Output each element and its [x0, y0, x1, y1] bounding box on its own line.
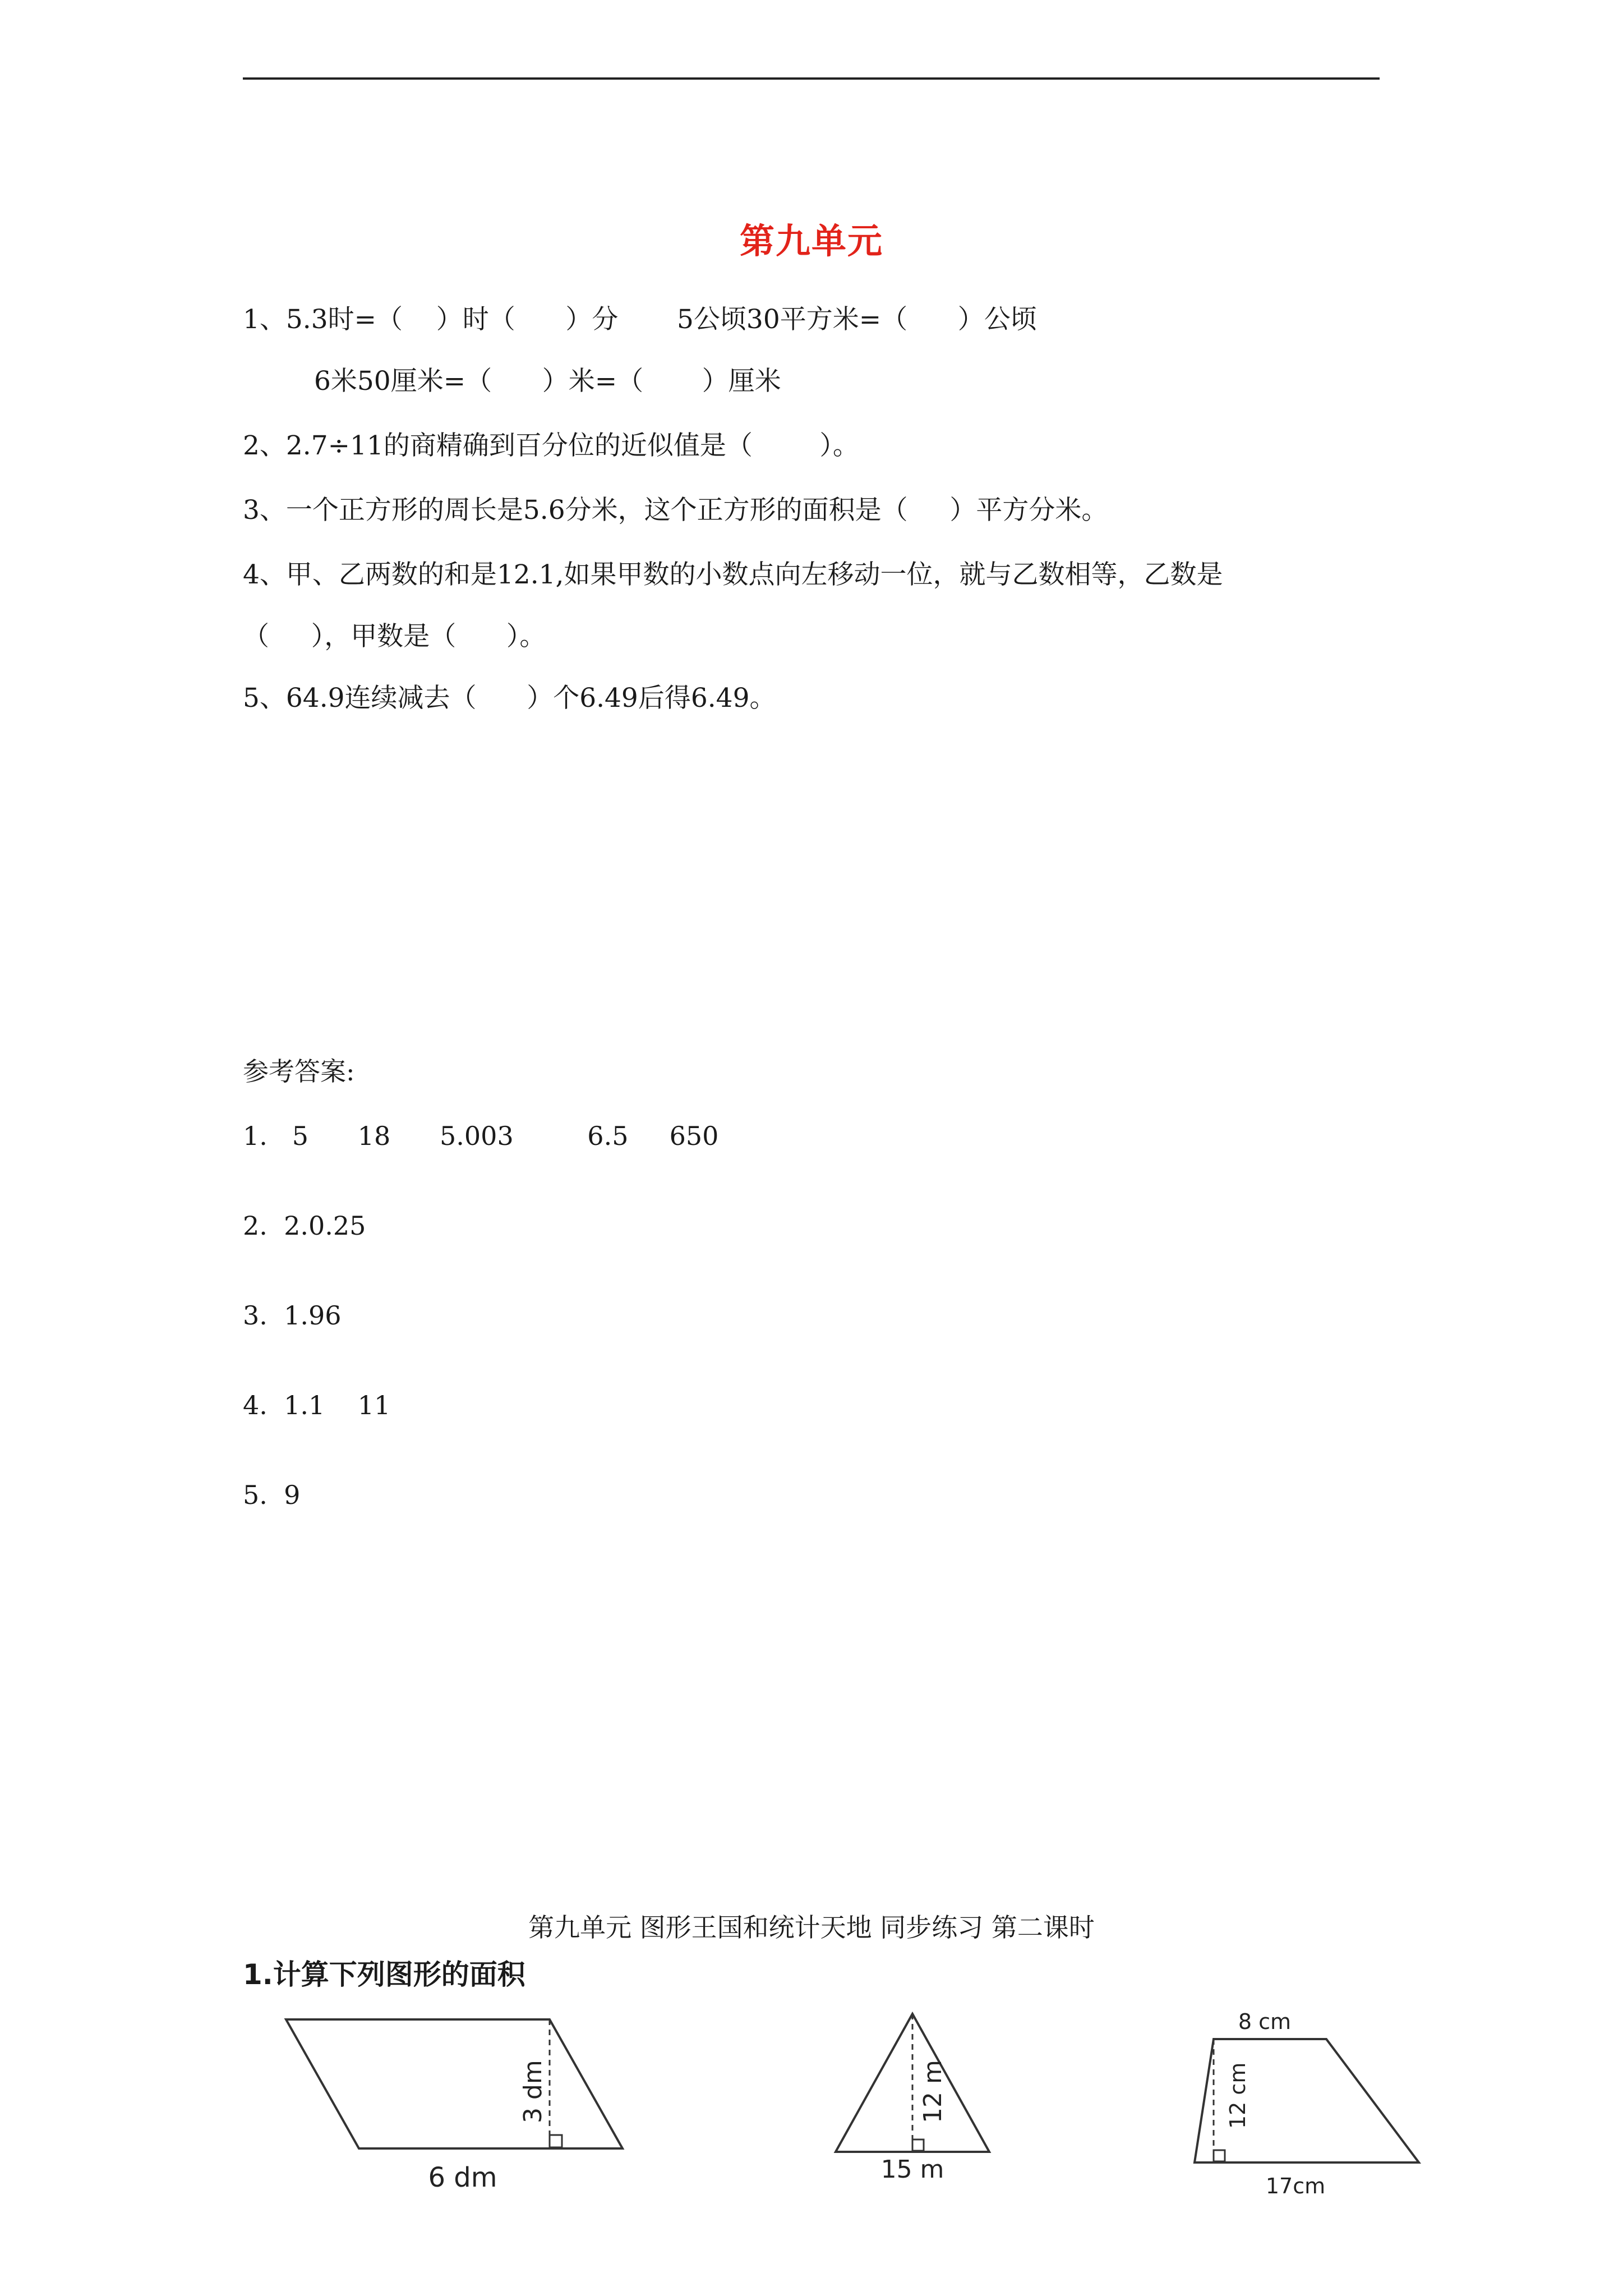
trapezoid-top-label: 8 cm: [1238, 2009, 1292, 2034]
question-4-line-2: （ ），甲数是（ ）。: [243, 621, 546, 652]
triangle-height-label: 12 m: [919, 2060, 947, 2123]
page-title: 第九单元: [739, 220, 883, 261]
answers-heading: 参考答案:: [243, 1056, 355, 1087]
answer-1: 1. 5 18 5.003 6.5 650: [243, 1121, 719, 1151]
triangle-figure: [830, 2008, 1009, 2193]
lesson-question-1: 1.计算下列图形的面积: [243, 1958, 525, 1991]
trapezoid-figure: [1189, 2011, 1436, 2202]
answer-5: 5. 9: [243, 1480, 301, 1510]
trapezoid-bottom-label: 17cm: [1265, 2174, 1326, 2198]
answer-2: 2. 2.0.25: [243, 1211, 366, 1241]
triangle-base-label: 15 m: [880, 2155, 944, 2184]
question-5: 5、64.9连续减去（ ）个6.49后得6.49。: [243, 683, 776, 714]
question-1-line-2: 6米50厘米=（ ）米=（ ）厘米: [314, 366, 781, 397]
parallelogram-base-label: 6 dm: [428, 2162, 497, 2193]
parallelogram-height-label: 3 dm: [519, 2060, 547, 2123]
trapezoid-height-label: 12 cm: [1225, 2062, 1250, 2129]
question-3: 3、一个正方形的周长是5.6分米，这个正方形的面积是（ ）平方分米。: [243, 495, 1108, 526]
header-rule: [243, 77, 1380, 80]
question-1-line-1: 1、5.3时=（ ）时（ ）分 5公顷30平方米=（ ）公顷: [243, 304, 1037, 335]
question-4-line-1: 4、甲、乙两数的和是12.1,如果甲数的小数点向左移动一位，就与乙数相等，乙数是: [243, 559, 1223, 590]
answer-4: 4. 1.1 11: [243, 1390, 391, 1420]
parallelogram-figure: [280, 2008, 639, 2199]
lesson-subtitle: 第九单元 图形王国和统计天地 同步练习 第二课时: [528, 1912, 1095, 1943]
question-2: 2、2.7÷11的商精确到百分位的近似值是（ ）。: [243, 430, 859, 461]
answer-3: 3. 1.96: [243, 1300, 342, 1331]
